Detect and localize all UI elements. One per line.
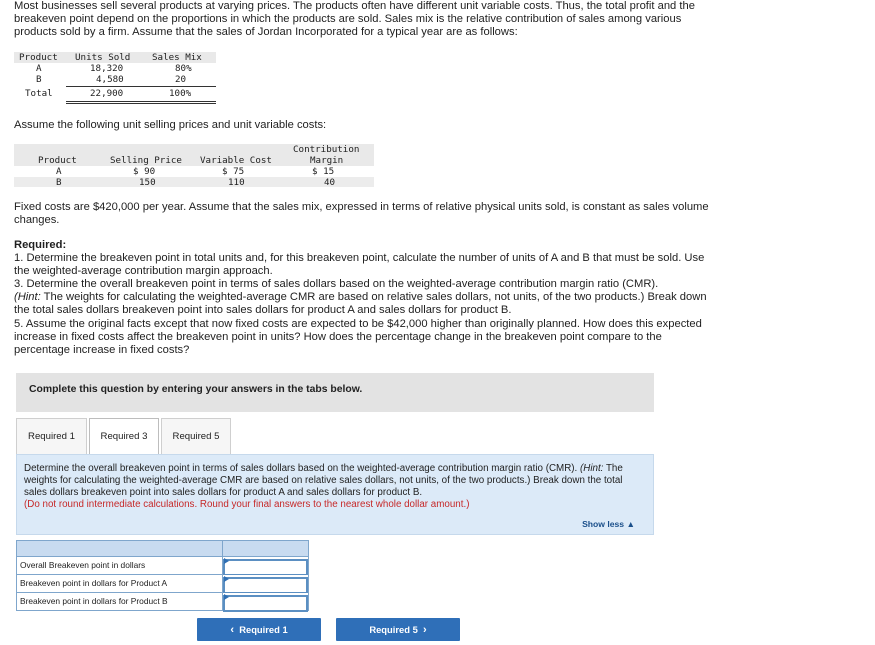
total-rule-double-1: [66, 101, 216, 102]
answer-label-product-a: Breakeven point in dollars for Product A: [16, 575, 223, 593]
rounding-note: (Do not round intermediate calculations. Round your final answers to the nearest whole dollar amount.): [24, 499, 470, 510]
answer-cell-overall: [223, 557, 309, 575]
required-heading: Required:: [14, 239, 67, 251]
cost-row-a-price: $ 90: [133, 166, 156, 177]
prev-required-1-button[interactable]: [197, 618, 321, 641]
col-header-selling-price: Selling Price: [110, 155, 182, 166]
row-a-product: A: [36, 63, 42, 74]
show-less-link[interactable]: Show less ▲: [582, 519, 635, 529]
answer-label-product-b: Breakeven point in dollars for Product B: [16, 593, 223, 611]
col-header-variable-cost: Variable Cost: [200, 155, 272, 166]
product-b-breakeven-dollars-input[interactable]: [223, 595, 308, 612]
cost-row-a-cm: $ 15: [312, 166, 335, 177]
row-b-mix: 20: [175, 74, 187, 85]
col-header-contribution: Contribution: [293, 144, 360, 155]
tab-required-1[interactable]: Required 1: [16, 418, 87, 454]
row-a-units: 18,320: [90, 63, 124, 74]
answer-cell-product-b: [223, 593, 309, 611]
required-item-5: 5. Assume the original facts except that now fixed costs are expected to be $42,000 higher than originally planned. How does this expected increase in fixed costs affect the breakeven point in units? How does the percentage change in the breakeven point compare to the percentage increase in fixed costs?: [14, 317, 702, 356]
input-flag-icon: [224, 558, 229, 564]
required-section: [14, 239, 720, 357]
col-header-sales-mix: Sales Mix: [152, 52, 202, 63]
cost-row-a-variable: $ 75: [222, 166, 245, 177]
instruction-text: [24, 463, 646, 511]
fixed-cost-text: Fixed costs are $420,000 per year. Assume that the sales mix, expressed in terms of relative physical units sold, is constant as sales volume changes.: [14, 201, 709, 227]
cost-row-b-cm: 40: [324, 177, 336, 188]
row-b-units: 4,580: [96, 74, 124, 85]
col-header-product: Product: [38, 155, 77, 166]
prev-button-label: Required 1: [239, 624, 288, 635]
col-header-units-sold: Units Sold: [75, 52, 131, 63]
required-item-1: 1. Determine the breakeven point in total units and, for this breakeven point, calculate the number of units of A and B that must be sold. Use the weighted-average contribution margin approach.: [14, 252, 705, 278]
overall-breakeven-dollars-input[interactable]: [223, 559, 308, 576]
cost-row-a-product: A: [56, 166, 62, 177]
answer-header-label-cell: [16, 540, 223, 557]
required-item-3-text: 3. Determine the overall breakeven point in terms of sales dollars based on the weighted-average contribution margin ratio (CMR).: [14, 278, 659, 291]
input-flag-icon: [224, 576, 229, 582]
next-required-5-button[interactable]: [336, 618, 460, 641]
cost-row-b-variable: 110: [228, 177, 245, 188]
required-item-3: [14, 278, 720, 317]
row-b-product: B: [36, 74, 42, 85]
required-item-3-hint: The weights for calculating the weighted-average CMR are based on relative sales dollars, not units, of the two products.) Break down the total sales dollars breakeven point into sales dollars for product A and sales dollars for product B.: [14, 291, 707, 317]
row-a-mix: 80%: [175, 63, 192, 74]
assume-text: Assume the following unit selling prices and unit variable costs:: [14, 119, 327, 131]
next-button-label: Required 5: [369, 624, 418, 635]
chevron-left-icon: ‹: [230, 623, 234, 636]
complete-question-text: Complete this question by entering your answers in the tabs below.: [29, 384, 363, 395]
product-a-breakeven-dollars-input[interactable]: [223, 577, 308, 594]
col-header-margin: Margin: [310, 155, 344, 166]
intro-text: Most businesses sell several products at varying prices. The products often have different unit variable costs. Thus, the total profit and the breakeven point depend on the proportions in which the products are sold. Sales mix is the relative contribution of sales among various products sold by a firm. Assume that the sales of Jordan Incorporated for a typical year are as follows:: [14, 0, 695, 39]
total-mix: 100%: [169, 88, 192, 99]
tab-required-5[interactable]: Required 5: [161, 418, 231, 454]
col-header-product: Product: [19, 52, 58, 63]
cost-row-b-product: B: [56, 177, 62, 188]
input-flag-icon: [224, 594, 229, 600]
instruction-hint: The weights for calculating the weighted-average CMR are based on relative sales dollars, not units, of the two products.) Break down the total sales dollars breakeven point into sales dollars for product A and sales dollars for product B.: [24, 463, 623, 498]
answer-cell-product-a: [223, 575, 309, 593]
cost-row-b-price: 150: [139, 177, 156, 188]
total-units: 22,900: [90, 88, 124, 99]
answer-header-value-cell: [223, 540, 309, 557]
instruction-hint-label: (Hint:: [579, 463, 604, 474]
tab-required-3[interactable]: Required 3: [89, 418, 159, 454]
complete-question-banner: [16, 373, 654, 412]
cost-row-b-bg: [14, 177, 374, 187]
total-rule-top: [66, 86, 216, 87]
chevron-right-icon: ›: [423, 623, 427, 636]
required-item-3-hint-label: (Hint:: [14, 291, 41, 304]
instruction-main: Determine the overall breakeven point in terms of sales dollars based on the weighted-average contribution margin ratio (CMR).: [24, 463, 580, 474]
instruction-panel: [16, 454, 654, 535]
total-rule-double-2: [66, 103, 216, 104]
total-label: Total: [25, 88, 53, 99]
answer-label-overall: Overall Breakeven point in dollars: [16, 557, 223, 575]
